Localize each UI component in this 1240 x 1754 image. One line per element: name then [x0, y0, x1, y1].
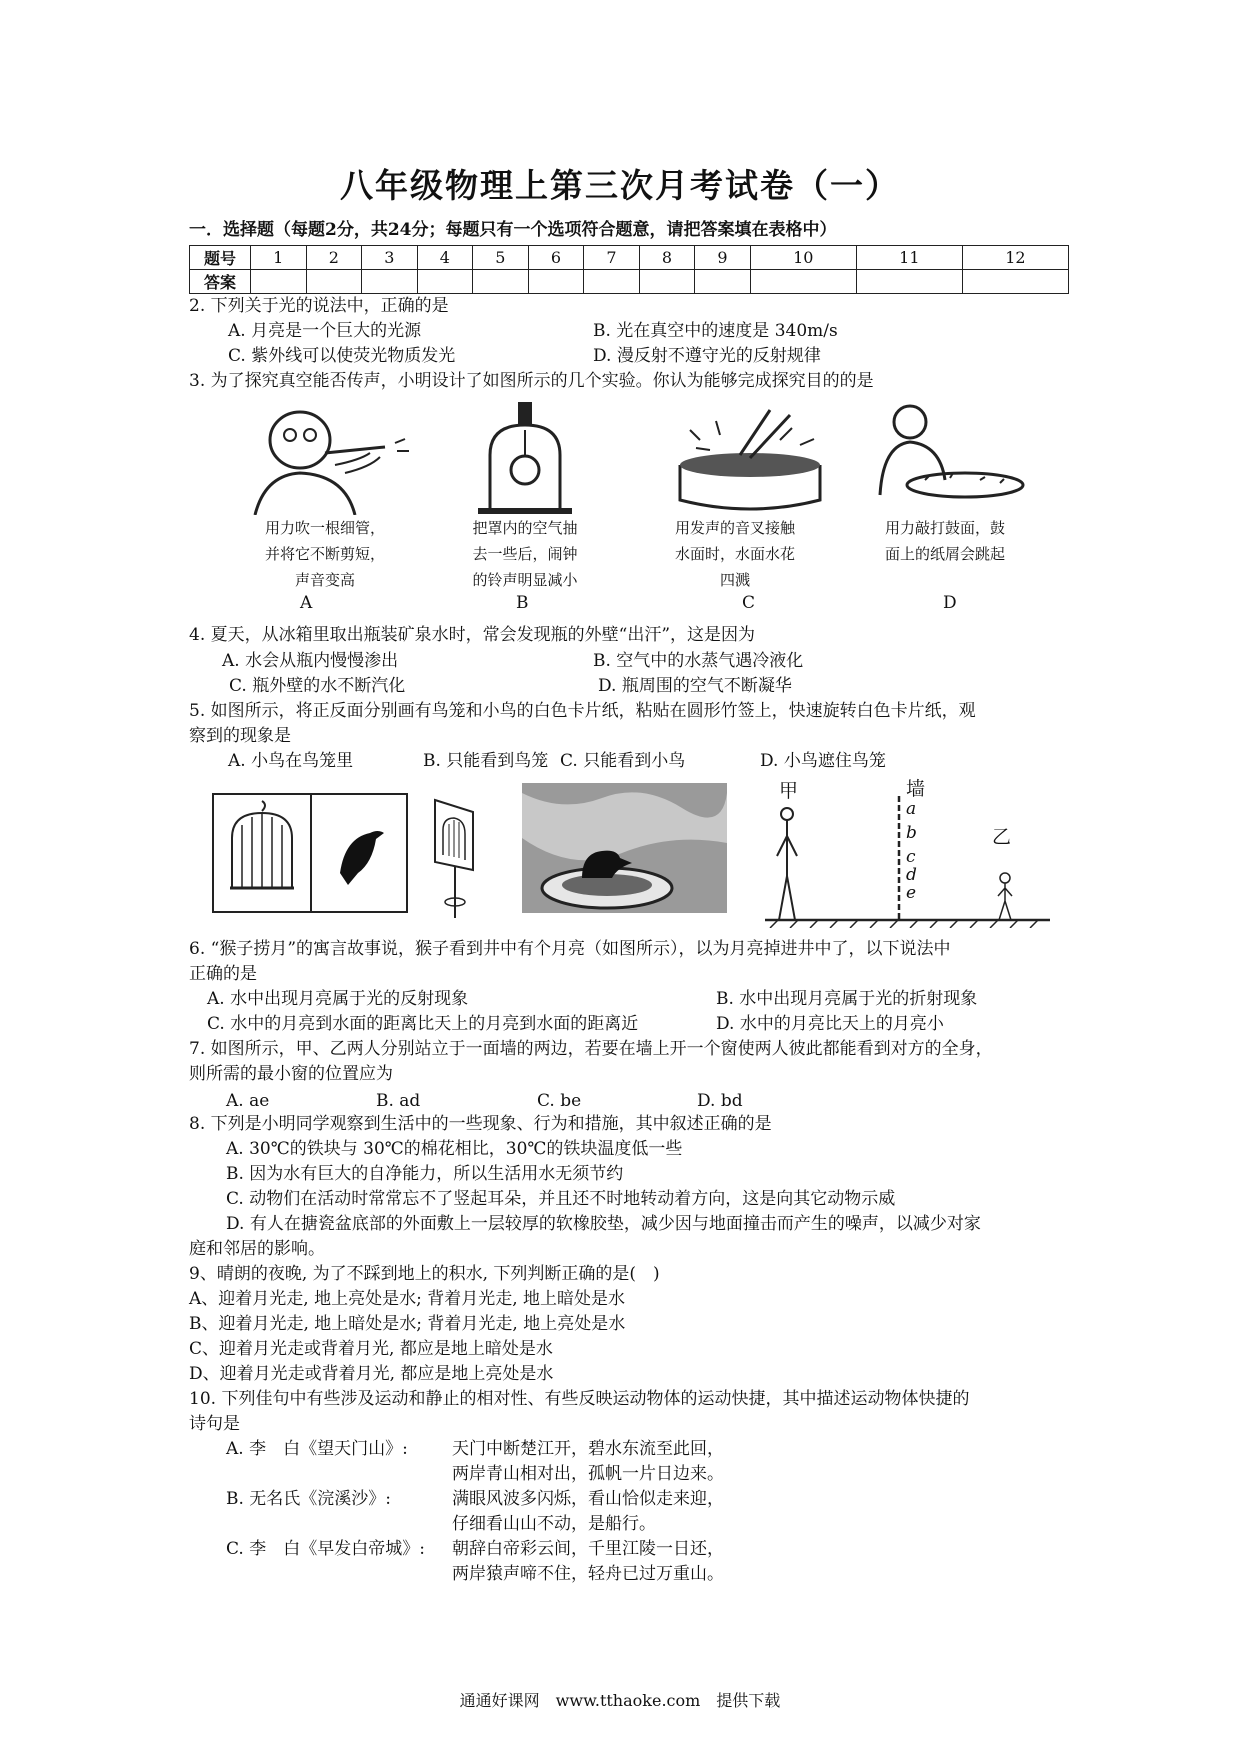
- fig7-label-yi: 乙: [992, 826, 1012, 848]
- q9-option-a: A、迎着月光走, 地上亮处是水; 背着月光走, 地上暗处是水: [189, 1289, 626, 1309]
- q6-option-a: A. 水中出现月亮属于光的反射现象: [207, 989, 469, 1009]
- answer-cell[interactable]: [695, 270, 751, 294]
- answer-cell[interactable]: [417, 270, 473, 294]
- table-cell: 1: [251, 246, 307, 270]
- answer-cell[interactable]: [528, 270, 584, 294]
- table-cell: 10: [750, 246, 856, 270]
- q3-label-d: D: [943, 593, 957, 613]
- fig7-label-wall: 墙: [906, 778, 926, 800]
- answer-cell[interactable]: [473, 270, 529, 294]
- fig7-point-a: a: [906, 799, 917, 819]
- q5-stem: 5. 如图所示，将正反面分别画有鸟笼和小鸟的白色卡片纸，粘贴在圆形竹签上，快速旋转白色卡片纸，观: [189, 701, 976, 721]
- q10-option-a-line1: 天门中断楚江开，碧水东流至此回，: [452, 1439, 724, 1459]
- figure-bell-jar: [470, 400, 580, 515]
- table-head-number: 题号: [190, 246, 251, 270]
- table-row: [190, 270, 1069, 294]
- q8-option-b: B. 因为水有巨大的自净能力，所以生活用水无须节约: [226, 1164, 624, 1184]
- answer-cell[interactable]: [362, 270, 418, 294]
- q6-stem: 6. “猴子捞月”的寓言故事说，猴子看到井中有个月亮（如图所示），以为月亮掉进井中了，以下说法中: [189, 939, 951, 959]
- table-cell: 6: [528, 246, 584, 270]
- table-cell: 5: [473, 246, 529, 270]
- q6-option-b: B. 水中出现月亮属于光的折射现象: [716, 989, 978, 1009]
- figure-drum: [855, 400, 1025, 512]
- q5-option-b: B. 只能看到鸟笼: [423, 751, 549, 771]
- answer-cell[interactable]: [856, 270, 962, 294]
- q10-option-c-source: C. 李 白《早发白帝城》:: [226, 1539, 425, 1559]
- q10-option-b-source: B. 无名氏《浣溪沙》:: [226, 1489, 392, 1509]
- table-cell: 2: [306, 246, 362, 270]
- q10-option-c-line1: 朝辞白帝彩云间，千里江陵一日还，: [452, 1539, 724, 1559]
- table-cell: 9: [695, 246, 751, 270]
- q10-stem: 10. 下列佳句中有些涉及运动和静止的相对性、有些反映运动物体的运动快捷，其中描述运动物体快捷的: [189, 1389, 970, 1409]
- table-cell: 7: [584, 246, 640, 270]
- q4-option-b: B. 空气中的水蒸气遇冷液化: [593, 651, 804, 671]
- q3-label-b: B: [516, 593, 529, 613]
- q7-stem: 7. 如图所示，甲、乙两人分别站立于一面墙的两边，若要在墙上开一个窗使两人彼此都能看到对方的全身，: [189, 1039, 993, 1059]
- q7-option-a: A. ae: [226, 1091, 270, 1111]
- answer-cell[interactable]: [962, 270, 1068, 294]
- answer-cell[interactable]: [251, 270, 307, 294]
- q2-option-b: B. 光在真空中的速度是 340m/s: [593, 321, 838, 341]
- q9-option-b: B、迎着月光走, 地上暗处是水; 背着月光走, 地上亮处是水: [189, 1314, 626, 1334]
- q2-option-c: C. 紫外线可以使荧光物质发光: [228, 346, 456, 366]
- figure-blowing-tube: [235, 405, 420, 515]
- page-title: 八年级物理上第三次月考试卷（一）: [340, 166, 900, 205]
- fig7-point-c: c: [906, 847, 916, 867]
- figure-monkey-well: [522, 783, 727, 913]
- q4-option-a: A. 水会从瓶内慢慢渗出: [222, 651, 399, 671]
- q3-stem: 3. 为了探究真空能否传声，小明设计了如图所示的几个实验。你认为能够完成探究目的的是: [189, 371, 874, 391]
- answer-cell[interactable]: [584, 270, 640, 294]
- q6-stem-cont: 正确的是: [189, 964, 257, 984]
- figure-card-on-stick: [425, 790, 485, 920]
- answer-cell[interactable]: [639, 270, 695, 294]
- section-heading: 一．选择题（每题2分，共24分；每题只有一个选项符合题意，请把答案填在表格中）: [189, 220, 837, 240]
- fig7-point-d: d: [906, 865, 917, 885]
- q5-option-a: A. 小鸟在鸟笼里: [228, 751, 354, 771]
- q3-label-c: C: [742, 593, 756, 613]
- q7-option-c: C. be: [537, 1091, 582, 1111]
- answer-cell[interactable]: [750, 270, 856, 294]
- q7-stem-cont: 则所需的最小窗的位置应为: [189, 1064, 393, 1084]
- page-footer: 通通好课网 www.tthaoke.com 提供下载: [459, 1691, 781, 1710]
- q6-option-d: D. 水中的月亮比天上的月亮小: [716, 1014, 944, 1034]
- q9-option-c: C、迎着月光走或背着月光, 都应是地上暗处是水: [189, 1339, 553, 1359]
- q10-option-b-line2: 仔细看山山不动，是船行。: [452, 1514, 656, 1534]
- table-cell: 11: [856, 246, 962, 270]
- table-cell: 4: [417, 246, 473, 270]
- q10-stem-cont: 诗句是: [189, 1414, 240, 1434]
- q9-stem: 9、晴朗的夜晚, 为了不踩到地上的积水, 下列判断正确的是( ): [189, 1264, 660, 1284]
- figure-birdcage-card: [212, 793, 312, 913]
- q10-option-a-source: A. 李 白《望天门山》:: [226, 1439, 408, 1459]
- table-head-answer: 答案: [190, 270, 251, 294]
- q8-option-a: A. 30℃的铁块与 30℃的棉花相比，30℃的铁块温度低一些: [226, 1139, 683, 1159]
- q4-option-c: C. 瓶外壁的水不断汽化: [229, 676, 406, 696]
- answer-cell[interactable]: [306, 270, 362, 294]
- q4-stem: 4. 夏天，从冰箱里取出瓶装矿泉水时，常会发现瓶的外壁“出汗”，这是因为: [189, 625, 756, 645]
- q10-option-c-line2: 两岸猿声啼不住，轻舟已过万重山。: [452, 1564, 724, 1584]
- q8-option-d: D. 有人在搪瓷盆底部的外面敷上一层较厚的软橡胶垫，减少因与地面撞击而产生的噪声，以减少对家: [226, 1214, 981, 1234]
- q3-caption-c: 用发声的音叉接触 水面时，水面水花 四溅: [674, 519, 795, 589]
- table-row: [190, 246, 1069, 270]
- q9-option-d: D、迎着月光走或背着月光, 都应是地上亮处是水: [189, 1364, 554, 1384]
- q6-option-c: C. 水中的月亮到水面的距离比天上的月亮到水面的距离近: [207, 1014, 639, 1034]
- q4-option-d: D. 瓶周围的空气不断凝华: [598, 676, 792, 696]
- q5-stem-cont: 察到的现象是: [189, 726, 291, 746]
- q2-option-a: A. 月亮是一个巨大的光源: [228, 321, 422, 341]
- answer-table: [189, 245, 1069, 294]
- fig7-label-jia: 甲: [779, 780, 799, 802]
- q3-caption-b: 把罩内的空气抽 去一些后，闹钟 的铃声明显减小: [472, 519, 578, 589]
- table-cell: 12: [962, 246, 1068, 270]
- q7-option-d: D. bd: [697, 1091, 743, 1111]
- q5-option-d: D. 小鸟遮住鸟笼: [760, 751, 886, 771]
- q10-option-b-line1: 满眼风波多闪烁，看山恰似走来迎，: [452, 1489, 724, 1509]
- fig7-point-e: e: [906, 883, 917, 903]
- q2-option-d: D. 漫反射不遵守光的反射规律: [593, 346, 821, 366]
- figure-bird-card: [310, 793, 408, 913]
- q10-option-a-line2: 两岸青山相对出，孤帆一片日边来。: [452, 1464, 724, 1484]
- q8-option-d-cont: 庭和邻居的影响。: [189, 1239, 325, 1259]
- q3-caption-a: 用力吹一根细管， 并将它不断剪短， 声音变高: [264, 519, 385, 589]
- q8-stem: 8. 下列是小明同学观察到生活中的一些现象、行为和措施，其中叙述正确的是: [189, 1114, 772, 1134]
- q7-option-b: B. ad: [376, 1091, 421, 1111]
- table-cell: 3: [362, 246, 418, 270]
- q8-option-c: C. 动物们在活动时常常忘不了竖起耳朵，并且还不时地转动着方向，这是向其它动物示威: [226, 1189, 896, 1209]
- table-cell: 8: [639, 246, 695, 270]
- q2-stem: 2. 下列关于光的说法中，正确的是: [189, 296, 449, 316]
- q3-caption-d: 用力敲打鼓面，鼓 面上的纸屑会跳起: [884, 519, 1005, 563]
- q5-option-c: C. 只能看到小鸟: [560, 751, 686, 771]
- q3-label-a: A: [300, 593, 313, 613]
- fig7-point-b: b: [906, 823, 917, 843]
- figure-tuning-fork-water: [640, 400, 860, 512]
